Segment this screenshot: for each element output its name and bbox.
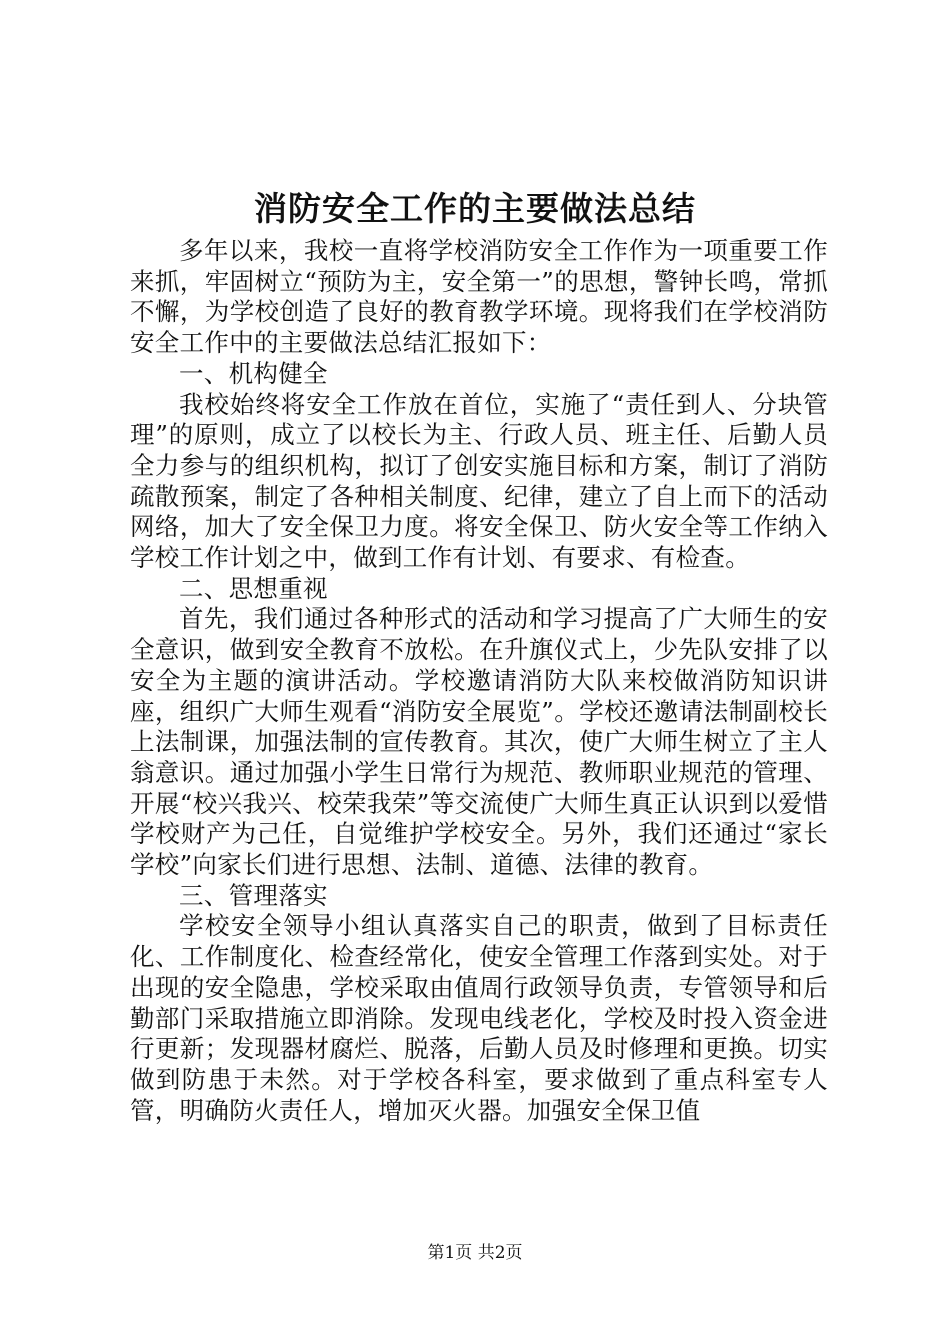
document-body	[130, 236, 828, 1126]
page-footer: 第1页 共2页	[427, 1243, 523, 1263]
paragraph-section-1: 我校始终将安全工作放在首位，实施了“责任到人、分块管理”的原则，成立了以校长为主、行政人员、班主任、后勤人员全力参与的组织机构，拟订了创安实施目标和方案，制订了消防疏散预案，制定了各种相关制度、纪律，建立了自上而下的活动网络，加大了安全保卫力度。将安全保卫、防火安全等工作纳入学校工作计划之中，做到工作有计划、有要求、有检查。	[130, 389, 829, 573]
section-heading-2: 二、思想重视	[179, 573, 328, 603]
section-heading-3: 三、管理落实	[179, 880, 328, 910]
section-heading-1: 一、机构健全	[179, 358, 328, 388]
paragraph-intro: 多年以来，我校一直将学校消防安全工作作为一项重要工作来抓，牢固树立“预防为主，安全第一”的思想，警钟长鸣，常抓不懈，为学校创造了良好的教育教学环境。现将我们在学校消防安全工作中的主要做法总结汇报如下：	[130, 236, 828, 358]
paragraph-section-2: 首先，我们通过各种形式的活动和学习提高了广大师生的安全意识，做到安全教育不放松。在升旗仪式上，少先队安排了以安全为主题的演讲活动。学校邀请消防大队来校做消防知识讲座，组织广大师生观看“消防安全展览”。学校还邀请法制副校长上法制课，加强法制的宣传教育。其次，使广大师生树立了主人翁意识。通过加强小学生日常行为规范、教师职业规范的管理、开展“校兴我兴、校荣我荣”等交流使广大师生真正认识到以爱惜学校财产为己任，自觉维护学校安全。另外，我们还通过“家长学校”向家长们进行思想、法制、道德、法律的教育。	[130, 604, 828, 880]
paragraph-section-3: 学校安全领导小组认真落实自己的职责，做到了目标责任化、工作制度化、检查经常化，使安全管理工作落到实处。对于出现的安全隐患，学校采取由值周行政领导负责，专管领导和后勤部门采取措施立即消除。发现电线老化，学校及时投入资金进行更新；发现器材腐烂、脱落，后勤人员及时修理和更换。切实做到防患于未然。对于学校各科室，要求做到了重点科室专人管，明确防火责任人，增加灭火器。加强安全保卫值	[130, 911, 828, 1125]
document-title: 消防安全工作的主要做法总结	[254, 189, 696, 228]
